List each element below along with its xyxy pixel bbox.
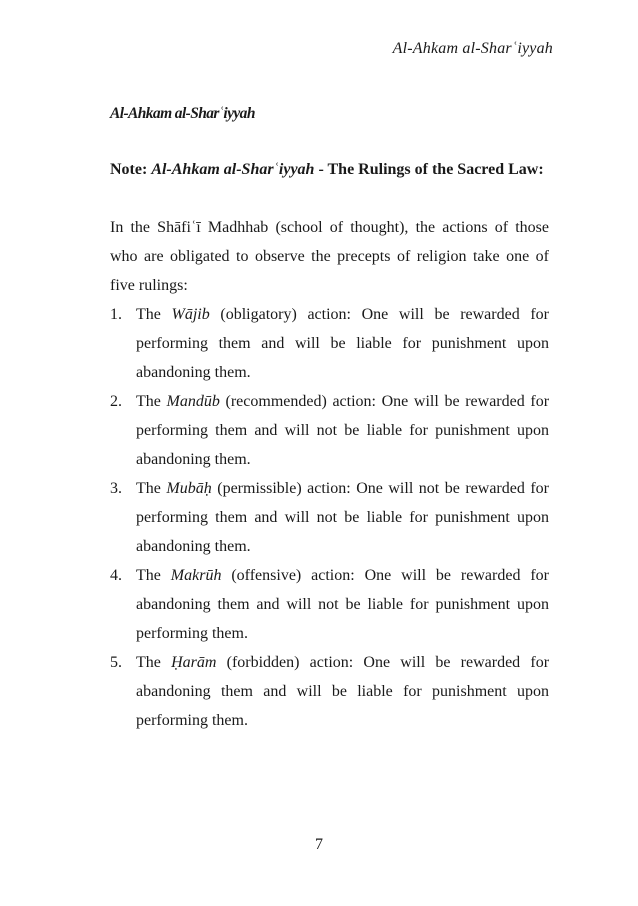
list-item-prefix: The [136,654,161,671]
ruling-term: Ḥarām [171,654,217,671]
ruling-description: (offensive) action: One will be rewarded for abandoning them and will not be liable for punishment upon performing them. [136,567,550,642]
note-paragraph [110,155,549,184]
note-label: Note: [110,161,148,178]
page-number: 7 [315,836,323,853]
list-item-prefix: The [136,567,161,584]
list-item-prefix: The [136,480,161,497]
list-item [110,387,549,474]
ruling-term: Mandūb [166,393,220,410]
list-item [110,561,549,648]
page-body [110,99,549,735]
list-item-number: 5. [110,654,122,671]
list-item [110,300,549,387]
list-item-number: 1. [110,306,122,323]
section-heading: Al-Ahkam al-Sharʿiyyah [110,105,255,122]
running-header: Al-Ahkam al-Sharʿiyyah [392,40,553,57]
list-item-number: 2. [110,393,122,410]
note-subtitle: - The Rulings of the Sacred Law: [314,161,544,178]
ruling-description: (forbidden) action: One will be rewarded for abandoning them and will be liable for punishment upon performing them. [136,654,550,729]
list-item-prefix: The [136,393,161,410]
ruling-term: Wājib [171,306,210,323]
ruling-description: (obligatory) action: One will be rewarded for performing them and will be liable for punishment upon abandoning them. [136,306,549,381]
list-item-prefix: The [136,306,161,323]
list-item-number: 4. [110,567,122,584]
list-item [110,648,549,735]
ruling-term: Mubāḥ [166,480,212,497]
note-title: Al-Ahkam al-Sharʿiyyah [151,161,315,178]
list-item-number: 3. [110,480,122,497]
list-item [110,474,549,561]
intro-paragraph: In the Shāfiʿī Madhhab (school of thought), the actions of those who are obligated to observe the precepts of religion take one of five rulings: [110,219,549,294]
ruling-term: Makrūh [170,567,222,584]
rulings-list [110,300,549,735]
ruling-description: (permissible) action: One will not be rewarded for performing them and will not be liable for punishment upon abandoning them. [136,480,550,555]
ruling-description: (recommended) action: One will be rewarded for performing them and will not be liable for punishment upon abandoning them. [136,393,550,468]
